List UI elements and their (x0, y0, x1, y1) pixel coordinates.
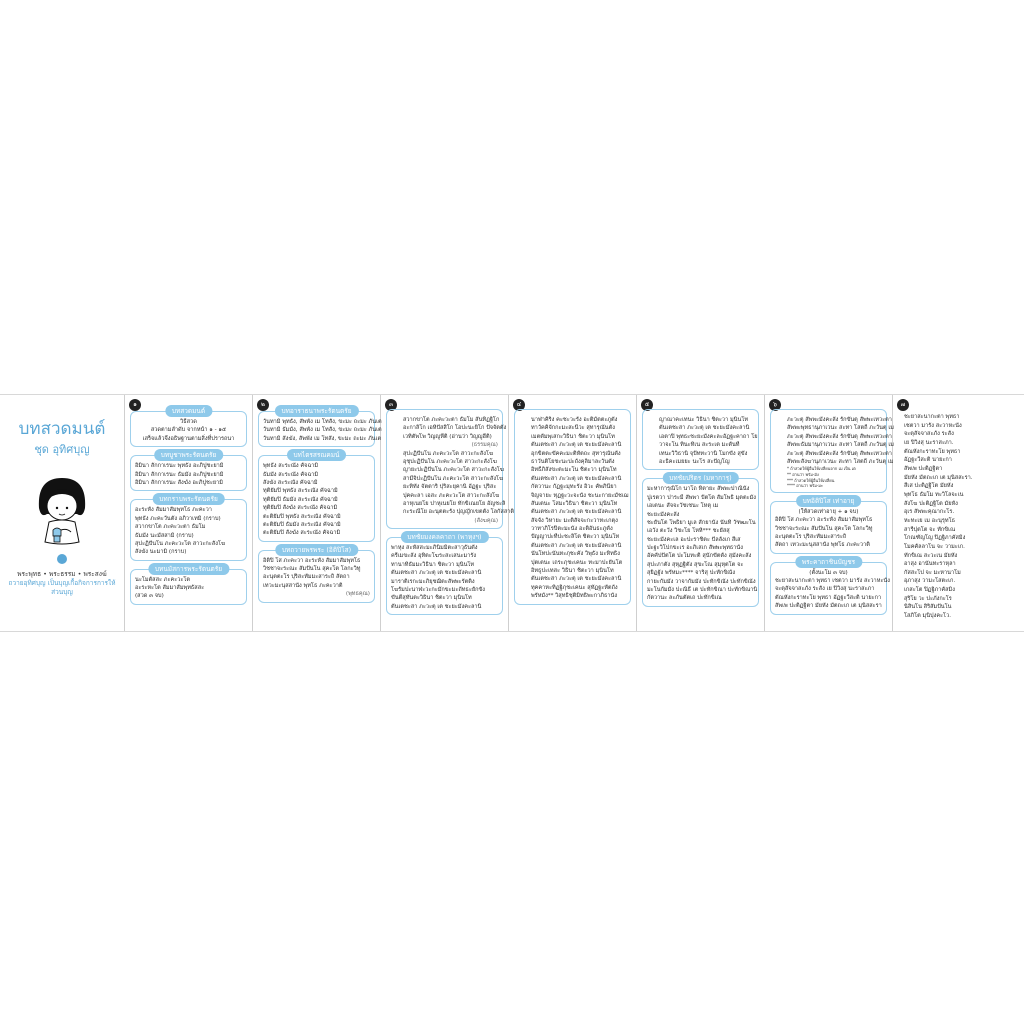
page-number: ๑ (129, 399, 141, 411)
text-line: เวทิตัพโพ วิญญูหีติ (อ่านว่า วิญญูฮีติ) (403, 433, 492, 440)
page-number: ๔ (513, 399, 525, 411)
cover-title: บทสวดมนต์ (18, 419, 106, 439)
cover-panel (0, 395, 125, 631)
section-header: บทกราบพระรัตนตรัย (152, 493, 225, 505)
footnote: *** ถ้าสวดให้ผู้อื่นให้เปลี่ยน (787, 477, 835, 483)
text-line: ชะยาสะนากะตา พุทธา เชตวา มารัง สะวาหะนัง (775, 578, 890, 585)
text-line: ตะติยัมปิ สังฆัง สะระณัง คัจฉามิ (263, 530, 341, 537)
section-box (514, 409, 631, 605)
section-header: บทอาราธนาพระรัตนตรัย (274, 405, 358, 417)
text-line: สวากขาโต ภะคะวะตา ธัมโม (135, 524, 206, 531)
page-4 (509, 395, 637, 631)
section-header: บทบูชาพระรัตนตรัย (154, 449, 224, 461)
text-line: ทานาทิธัมมะวิธินา ชิตะวา มุนินโท (391, 561, 475, 568)
page-number: ๖ (769, 399, 781, 411)
section-box (258, 451, 375, 542)
text-line: สุปะฏิปันโน ภะคะวะโต สาวะกะสังโฆ (135, 540, 226, 547)
text-line: สีเส ปะติฏฐิโต มัยหัง (904, 483, 954, 490)
text-line: อุชุปะฏิปันโน ภะคะวะโต สาวะกะสังโฆ (403, 458, 497, 465)
footnote: ** อ่านว่า พรัม-มัง (787, 471, 819, 477)
text-line: ชะยะมังคะลัง (647, 511, 680, 518)
text-line: ตันเตชะสา ภะวะตุ เต ชะยะมังคะลานิ (659, 425, 750, 432)
text-line: สัพพะสังฆานุภาเวนะ สะทา โสตถี ภะวันตุ เม (787, 458, 894, 465)
page-number: ๓ (385, 399, 397, 411)
text-line: สังฆัง สะระณัง คัจฉามิ (263, 479, 318, 486)
text-line: สันเตนะ โสมะวิธินา ชิตะวา มุนินโท (531, 500, 618, 507)
section-box (130, 495, 247, 560)
text-line: ธัมมัง สะระณัง คัจฉามิ (263, 471, 319, 478)
text-line: อาหุเนยโย ปาหุเนยโย ทักขิเณยโย อัญชะลิ (403, 500, 506, 507)
text-line: ตันเตชะสา ภะวะตุ เต ชะยะมังคะลานิ (391, 570, 482, 577)
text-line: กัสสะโป จะ มะหานาโม (904, 569, 961, 576)
text-line: ทักขิเณ สะวะเน มัยหัง (904, 552, 958, 559)
text-line: อิติปิ โส ภะคะวา อะระหัง สัมมาสัมพุทโธ (775, 517, 873, 524)
text-line: พุทธัง สะระณัง คัจฉามิ (263, 463, 319, 470)
page-5 (637, 395, 765, 631)
section-box (642, 409, 759, 470)
text-line: วันทามิ ธัมมัง, สัพพัง เม โทสัง, ขะมะ ถะมะ ภันเต (263, 427, 382, 434)
text-line: มะโนกัมมัง ปะณิธี เต ปะทักขิณา ปะทักขิณานิ (647, 587, 758, 594)
text-line: เกสะโต ปิฏฐิภาคัสมิง (904, 587, 955, 594)
text-line: สัจจัง วิหายะ มะติสัจจะกะวาทะเกตุง (531, 517, 618, 524)
section-box (130, 407, 247, 447)
section-header: บทชัยมงคลคาถา (พาหุงฯ) (400, 531, 488, 543)
text-line: มะหาการุณิโก นาโถ หิตายะ สัพพะปาณินัง (647, 486, 750, 493)
text-line: สัพพะพุทธานุภาเวนะ สะทา โสตถี ภะวันตุ เม (787, 425, 894, 432)
section-header: บทอิติปิโส เท่าอายุ (796, 495, 862, 507)
text-line: มัยหัง มัตถะเก เต มุนิสสะรา. (904, 474, 973, 481)
cover-footer (5, 570, 119, 596)
text-line: พาหุง สะหัสสะมะภินิมมิตะสาวุธันตัง (391, 545, 478, 552)
text-line: อุเร สัพพะคุณากะโร. (904, 509, 955, 516)
text-line: ตันเตชะสา ภะวะตุ เต ชะยะมังคะลานิ (531, 509, 622, 516)
text-line: วันทามิ พุทธัง, สัพพัง เม โทสัง, ขะมะ ถะมะ ภันเต (263, 419, 382, 425)
booklet-strip (0, 394, 1024, 632)
page-number: ๗ (897, 399, 909, 411)
text-line: กายะกัมมัง วาจากัมมัง ปะทักขิณัง ปะทักขิณัง (647, 578, 756, 585)
text-line: อะนุตตะโร ปุริสะทัมมะสาระถิ (775, 533, 847, 540)
text-line: ชะยันโต โพธิยา มูเล สักยานัง นันทิ วัฑฒะโน (647, 519, 756, 526)
page-3 (381, 395, 515, 631)
text-line: เชตวา มารัง สะวาหะนัง (904, 422, 962, 429)
section-header: บทชัยปริตร (มหาการุ) (662, 472, 738, 484)
cover-footer-line2: ถวายอุทิศบุญ เป็นบุญเกื้อกิจการการให้ส่วนบุญ (8, 578, 116, 596)
text-line: อะธิคะเมยยะ นะโร สะปัญโญ (659, 458, 730, 465)
section-box (258, 407, 382, 447)
section-box (770, 409, 894, 493)
text-line: เอตาปิ พุทธะชะยะมังคะละอัฏฐะคาถา โย (659, 433, 758, 440)
text-line: โฆรัมปะนาฬะวะกะมักขะมะถัทธะยักขัง (391, 587, 486, 594)
section-box (770, 557, 890, 615)
text-line: วันทามิ สังฆัง, สัพพัง เม โทสัง, ขะมะ ถะมะ ภันเต (263, 435, 382, 442)
footnote: **** อ่านว่า พรัม-มะ (787, 483, 824, 489)
text-line: สังโฆ ปะติฏฐิโต มัยหัง (904, 500, 958, 507)
text-line: อิทธูปะเทสะ วิธินา ชิตะวา มุนินโท (531, 568, 614, 575)
text-line: เทนะวิวิธานิ จุปัททะวานิ โมกขัง สุขัง (659, 450, 748, 457)
text-line: ตันเตชะสา ภะวะตุ เต ชะยะมังคะลานิ (531, 542, 622, 549)
text-line: อิมินา สักกาเรนะ สังฆัง อะภิปูชะยามิ (135, 479, 223, 486)
lotus-logo-icon (57, 554, 67, 564)
text-line: ตัณหังกะราทะโย พุทธา อัฏฐะวีสะติ นายะกา (775, 594, 882, 601)
text-line: ตัณหังกะราทะโย พุทธา (904, 448, 961, 455)
text-line: สารีปุตโต จะ ทักขิเณ (904, 526, 956, 533)
footnote: * ถ้าสวดให้ผู้อื่นให้เปลี่ยนจาก เม เป็น เต (787, 466, 856, 472)
text-line: (พุทธคุณ) (345, 591, 370, 598)
text-line: ธัมมัง นะมัสสามิ (กราบ) (135, 532, 194, 539)
text-line: อะระหะโต สัมมาสัมพุทธัสสะ (135, 585, 205, 592)
text-line: ภะวะตุ สัพพะมังคะลัง รักขันตุ สัพพะเทวะตา (787, 433, 892, 440)
section-box (386, 409, 515, 529)
text-line: ตันเตชะสา ภะวะตุ เต ชะยะมังคะลานิ (531, 475, 622, 482)
text-line: ญาณาคะเทนะ วิธินา ชิตะวา มุนินโท (659, 417, 749, 423)
text-line: จะตุสัจจาสะภัง ระสัง เย ปิวิงสุ นะราสะภา (775, 586, 875, 593)
page-6 (765, 395, 893, 631)
text-line: นาฬาคิริง คะชะวะรัง อะติมัตตะภูตัง (531, 417, 618, 423)
text-line: ตันเตชะสา ภะวะตุ เต ชะยะมังคะลานิ (391, 603, 482, 610)
page-number: ๒ (257, 399, 269, 411)
text-line: อุกขิตตะขัคคะมะติหัตถะ สุทารุณันตัง (531, 450, 621, 457)
section-box (130, 451, 247, 491)
cover-footer-line1: พระพุทธ • พระธรรม • พระสงฆ์ (17, 570, 107, 578)
text-line: (ให้สวดเท่าอายุ + ๑ จบ) (798, 508, 859, 515)
text-line: ทุติยัมปิ พุทธัง สะระณัง คัจฉามิ (263, 488, 338, 495)
praying-girl-illustration (27, 470, 97, 550)
text-line: ทุคคาหะทิฏฐิภุชะเคนะ สุทัฏฐะหัตถัง (531, 584, 618, 591)
section-box (258, 545, 375, 603)
page-7 (893, 395, 1021, 631)
text-line: เมตตัมพุเสกะวิธินา ชิตะวา มุนินโท (531, 433, 615, 440)
section-header: พระคาถาชินบัญชร (795, 556, 862, 568)
cover-subtitle: ชุด อุทิศบุญ (34, 443, 90, 456)
text-line: อิติปิ โส ภะคะวา อะระหัง สัมมาสัมพุทโธ (263, 557, 361, 564)
text-line: ยะทิทัง จัตตาริ ปุริสะยุคานิ อัฏฐะ ปุริสะ (403, 484, 497, 491)
section-box (642, 474, 759, 606)
text-line: ทุติยัมปิ สังฆัง สะระณัง คัจฉามิ (263, 505, 338, 512)
text-line: อะกาลิโก เอหิปัสสิโก โอปะนะยิโก ปัจจัตตัง (403, 425, 507, 432)
text-line: สัพพะธัมมานุภาเวนะ สะทา โสตถี ภะวันตุ เม (787, 442, 894, 449)
text-line: ปัญญาปะทีปะชะลิโต ชิตะวา มุนินโท (531, 534, 620, 541)
section-header: บทถวายพรพระ (อิติปิโส) (275, 544, 358, 556)
text-line: อิมินา สักกาเรนะ ธัมมัง อะภิปูชะยามิ (135, 471, 224, 478)
text-line: วิธีสวด (180, 419, 197, 425)
text-line: ภะวะตุ สัพพะมังคะลัง รักขันตุ สัพพะเทวะตา (787, 417, 892, 423)
text-line: อัฏฐะวีสะติ นายะกา (904, 457, 952, 464)
text-line: สัพเพ ปะติฏฐิตา (904, 465, 943, 472)
text-line: มาราติเรกะมะภิยุชฌิตะสัพพะรัตติง (391, 578, 475, 585)
text-line: สังฆัง นะมามิ (กราบ) (135, 549, 187, 556)
text-line: ตันเตชะสา ภะวะตุ เต ชะยะมังคะลานิ (531, 576, 622, 583)
text-line: หะทะเย เม อะนุรุทโธ (904, 517, 956, 524)
text-line: ธาวันติโยชะนะปะถังคุลิมาละวันตัง (531, 458, 615, 465)
text-line: ทุติยัมปิ ธัมมัง สะระณัง คัจฉามิ (263, 496, 338, 503)
text-line: สามีจิปะฏิปันโน ภะคะวะโต สาวะกะสังโฆ (403, 475, 504, 482)
text-line: เสร็จแล้วจึงอธิษฐานตามสิ่งที่ปรารถนา (142, 435, 235, 442)
section-header: บทไตรสรณคมน์ (287, 449, 347, 461)
text-line: ปุตเตนะ เถระภุชะเคนะ ทะมาปะยันโต (531, 559, 623, 566)
text-line: วิชชาจะระณะ สัมปันโน สุคะโต โลกะวิทู (263, 566, 361, 573)
text-line: กะระณีโย อะนุตตะรัง ปุญญักเขตตัง โลกัสสาติ (403, 509, 515, 516)
text-line: ทาวัคคิจักกะมะสะนีวะ สุทารุณันตัง (531, 425, 615, 432)
text-line: ขันตีสุทันตะวิธินา ชิตะวา มุนินโท (391, 595, 472, 602)
text-line: วิชชาจะระณะ สัมปันโน สุคะโต โลกะวิทู (775, 525, 873, 532)
text-line: พรัหมัง** วิสุทธิชุติมิทธิพะกาภิธานัง (531, 593, 618, 600)
text-line: สุริโย วะ ปะภังกะโร (904, 595, 952, 602)
text-line: อะนุตตะโร ปุริสะทัมมะสาระถิ สัตถา (263, 574, 350, 581)
text-line: เอเตนะ สัจจะวัชเชนะ โหตุ เม (647, 503, 719, 510)
text-line: โกณฑัญโญ ปิฏฐิภาคัสมิง (904, 535, 966, 542)
text-line: ภะวะตุ สัพพะมังคะลัง รักขันตุ สัพพะเทวะตา (787, 450, 892, 457)
text-line: พุทธัง ภะคะวันตัง อภิวาเทมิ (กราบ) (135, 515, 221, 522)
text-line: อิทธีภิสังขะตะมะโน ชิตะวา มุนินโท (531, 467, 617, 474)
section-box (386, 533, 503, 615)
verse-text (898, 399, 1016, 621)
text-line: สุยิฏฐัง พรัหมะ**** จาริสุ ปะทักขิณัง (647, 570, 736, 577)
text-line: กัตวานะ กัฏฐะมุทะรัง อิวะ คัพภินียา (531, 484, 617, 491)
text-line: (ตั้งนะโม ๓ จบ) (809, 569, 848, 576)
text-line: สุปะฏิปันโน ภะคะวะโต สาวะกะสังโฆ (403, 450, 494, 457)
text-line: ปะฐะวิโปกขะเร อะภิเสเก สัพพะพุทธานัง (647, 545, 743, 552)
text-line: ปูเรตวา ปาระมี สัพพา ปัตโต สัมโพธิ มุตตะมัง (647, 494, 756, 501)
section-box (130, 564, 247, 605)
text-line: (สวด ๓ จบ) (135, 593, 164, 600)
text-line: สัตถา เทวะมะนุสสานัง พุทโธ ภะคะวาติ (775, 542, 870, 549)
text-line: ญายะปะฏิปันโน ภะคะวะโต สาวะกะสังโฆ (403, 467, 504, 474)
text-line: ปุคคะลา เอสะ ภะคะวะโต สาวะกะสังโฆ (403, 492, 500, 499)
text-line: นันโทปะนันทะภุชะคัง วิพุธัง มะหิทธิง (531, 551, 620, 558)
text-line: (สังฆคุณ) (474, 517, 498, 524)
page-number: ๕ (641, 399, 653, 411)
text-line: เอวัง ตะวัง วิชะโย โหหิ*** ชะยัสสุ (647, 528, 730, 535)
text-line: ตะติยัมปิ พุทธัง สะระณัง คัจฉามิ (263, 513, 341, 520)
text-line: ตันเตชะสา ภะวะตุ เต ชะยะมังคะลานิ (531, 442, 622, 449)
page-2 (253, 395, 381, 631)
section-header: บทนมัสการพระรัตนตรัย (148, 563, 229, 575)
text-line: สวดตามลำดับ จากหน้า ๑ - ๑๕ (150, 427, 227, 434)
text-line: สวากขาโต ภะคะวะตา ธัมโม สันทิฏฐิโก (403, 417, 500, 423)
text-line: วาจะโน ทินะทิเน สะระเต มะตันที (659, 442, 740, 449)
text-line: เย ปิวิงสุ นะราสะภา. (904, 439, 954, 446)
text-line: อะระหัง สัมมาสัมพุทโธ ภะคะวา (135, 507, 212, 514)
page-1 (125, 395, 253, 631)
text-line: สุปะภาตัง สุหุฏฐิตัง สุขะโณ สุมุหุตโต จะ (647, 561, 744, 568)
text-line: กัตวานะ ละภันตัตเถ ปะทักขิเณ (647, 595, 722, 602)
text-line: โสภิโต มุนิปุงคะโว. (904, 613, 951, 620)
text-line: จิญจายะ ทุฏฐะวะจะนัง ชะนะกายะมัชเฌ (531, 492, 629, 499)
text-line: (ธรรมคุณ) (471, 442, 498, 449)
text-line: นะโมตัสสะ ภะคะวะโต (135, 576, 190, 583)
text-line: จะตุสัจจาสะภัง ระสัง (904, 431, 954, 438)
section-box (770, 496, 887, 554)
text-line: ตะติยัมปิ ธัมมัง สะระณัง คัจฉามิ (263, 521, 341, 528)
text-line: โมคคัลลาโน จะ วามะเก. (904, 543, 965, 550)
text-line: สัพเพ ปะติฏฐิตา มัยหัง มัตถะเก เต มุนิสสะรา (775, 603, 882, 610)
text-line: อัคคัปปัตโต ปะโมทะติ สุนักขัตตัง สุมังคะลัง (647, 553, 752, 560)
text-line: ชะยะมังคะเล อะปะราชิตะ ปัลลังเก สีเส (647, 536, 741, 543)
section-header: บทสวดมนต์ (165, 405, 212, 417)
text-line: วาทาภิโรปิตะมะนัง อะติอันธะภูตัง (531, 526, 613, 533)
text-line: นิสินโน สิริสัมปันโน (904, 604, 952, 611)
text-line: อาสุง อานันทะราหุลา (904, 561, 956, 568)
text-line: ชะยาสะนากะตา พุทธา (904, 414, 960, 420)
text-line: เทวะมะนุสสานัง พุทโธ ภะคะวาติ (263, 582, 343, 589)
text-line: อุภาสุง วามะโสตะเก. (904, 578, 956, 585)
text-line: พุทโธ ธัมโม ทะวิโลจะเน (904, 491, 964, 498)
text-line: ครีเมขะลัง อุทิตะโฆระสะเสนะมารัง (391, 553, 477, 560)
text-line: อิมินา สักกาเรนะ พุทธัง อะภิปูชะยามิ (135, 463, 224, 470)
